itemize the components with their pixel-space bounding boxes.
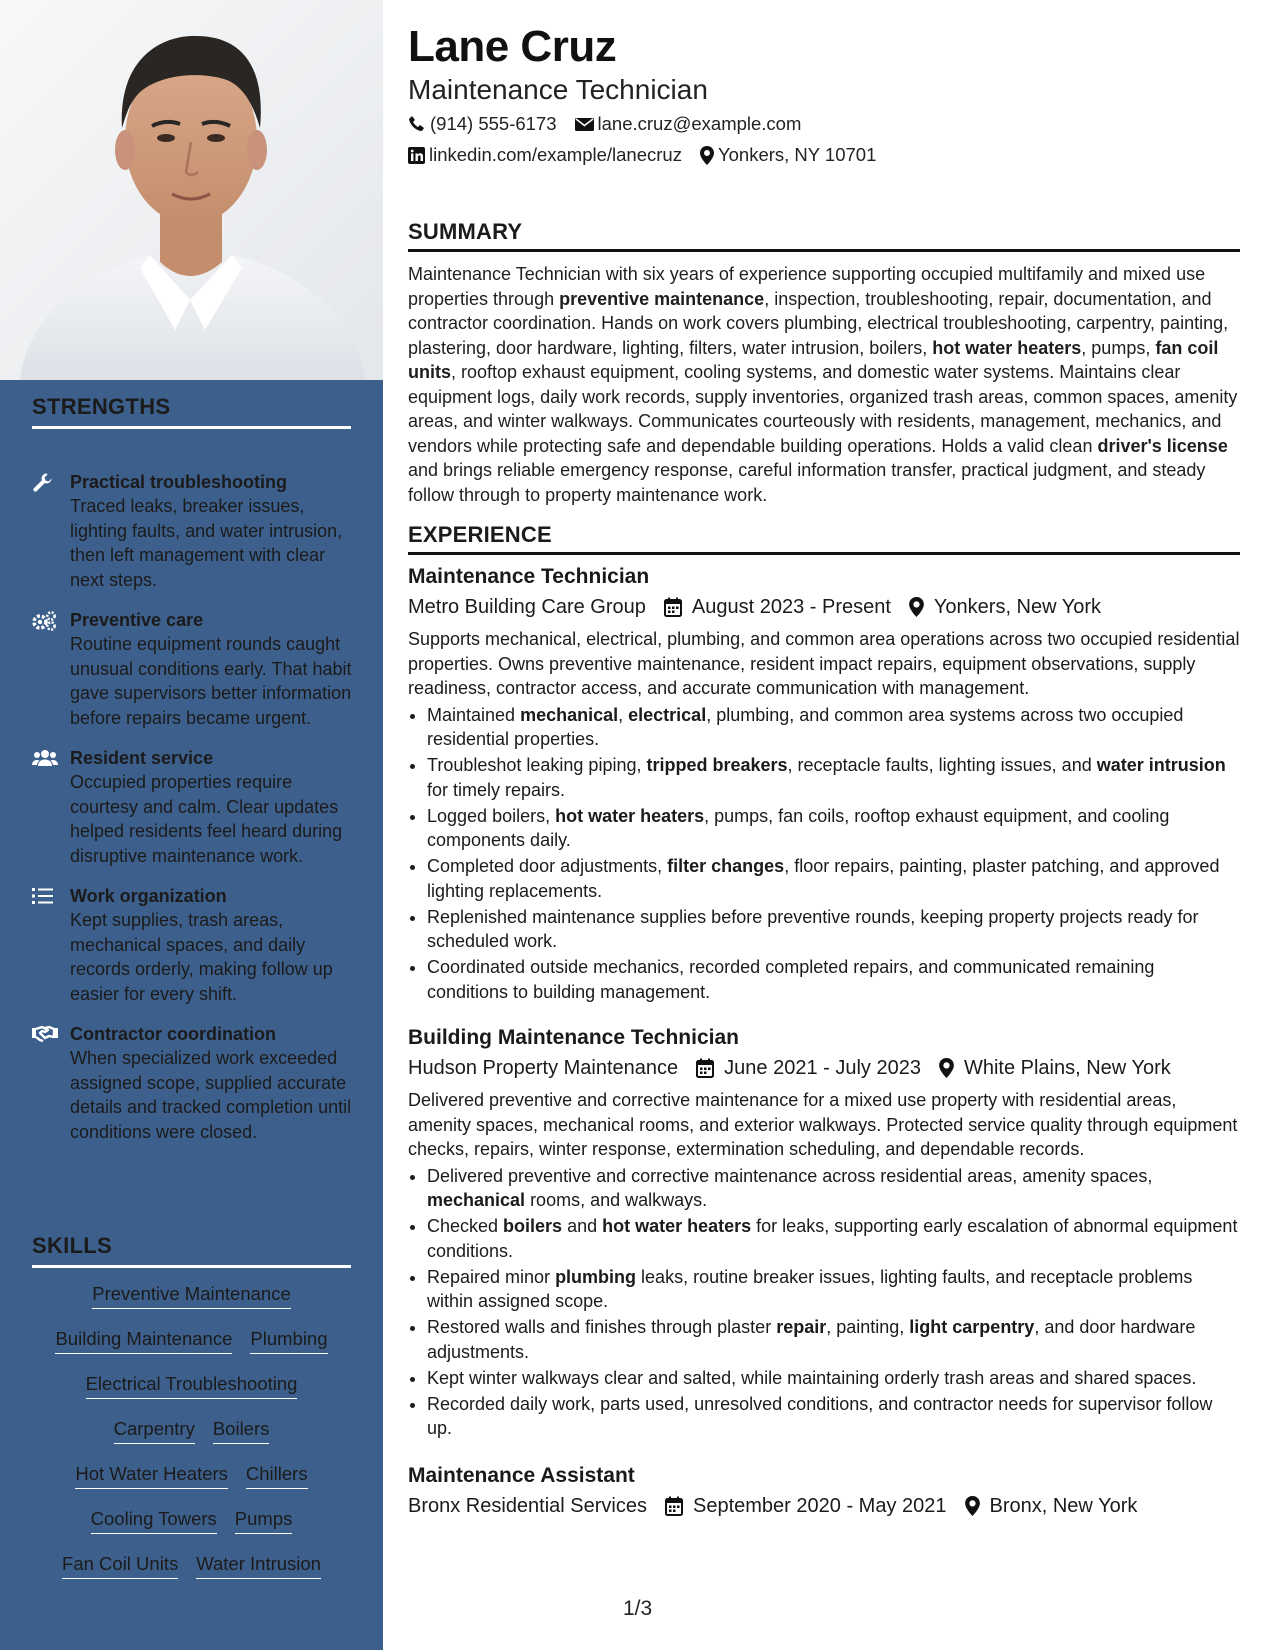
skill-row — [32, 1372, 351, 1417]
job-entry — [408, 563, 1240, 1006]
phone-text: (914) 555-6173 — [430, 113, 557, 134]
strength-title: Work organization — [70, 886, 227, 906]
job-meta — [408, 1053, 1240, 1083]
bold-phrase: fan coil units — [408, 337, 1219, 382]
linkedin-item[interactable] — [408, 144, 682, 166]
company-name: Bronx Residential Services — [408, 1495, 647, 1517]
bullet-item — [427, 854, 1240, 903]
location-text: Yonkers, New York — [933, 596, 1102, 618]
job-dates — [664, 592, 891, 622]
dates-text: June 2021 - July 2023 — [724, 1057, 921, 1079]
sidebar — [0, 0, 383, 1650]
bullet-item — [427, 804, 1240, 853]
handshake-icon — [32, 1024, 56, 1044]
company-name: Hudson Property Maintenance — [408, 1057, 679, 1079]
location-text: White Plains, New York — [963, 1057, 1171, 1079]
map-pin-icon — [965, 1496, 980, 1516]
skill-tag: Boilers — [213, 1417, 270, 1444]
strengths-heading: STRENGTHS — [32, 394, 351, 429]
contact-row — [408, 113, 819, 135]
calendar-icon — [664, 597, 682, 617]
strengths-list — [32, 470, 357, 1160]
location-item — [700, 144, 876, 166]
text-run: for timely repairs. — [427, 779, 566, 800]
job-location — [939, 1053, 1171, 1083]
location-text: Yonkers, NY 10701 — [717, 144, 877, 165]
calendar-icon — [665, 1496, 683, 1516]
job-dates — [665, 1491, 947, 1521]
text-run: leaks, routine breaker issues, lighting faults, and receptacle problems within assigned scope. — [427, 1266, 1193, 1311]
location-text: Bronx, New York — [989, 1495, 1138, 1517]
bullet-item — [427, 1392, 1240, 1441]
phone-item[interactable] — [408, 113, 557, 135]
text-run: , and door hardware adjustments. — [427, 1317, 1196, 1362]
strength-item — [32, 608, 357, 730]
phone-icon — [408, 115, 426, 133]
text-run: rooms, and walkways. — [525, 1190, 708, 1210]
text-run: Maintained — [427, 704, 521, 725]
strength-title: Preventive care — [70, 610, 204, 630]
skill-tag: Building Maintenance — [55, 1327, 232, 1354]
bold-phrase: tripped breakers — [646, 755, 788, 775]
skill-tag: Plumbing — [250, 1327, 327, 1354]
skill-row — [32, 1327, 351, 1372]
job-description: Delivered preventive and corrective maintenance for a mixed use property with residential areas, amenity spaces, mechanical rooms, and exterior walkways. Protected service quality through equipment checks, repairs, winter response, extermination scheduling, and dependable records. — [408, 1090, 1238, 1159]
bullet-item — [427, 1315, 1240, 1364]
text-run: , receptacle faults, lighting issues, and — [787, 755, 1097, 775]
job-entry — [408, 1024, 1240, 1442]
job-title: Building Maintenance Technician — [408, 1026, 739, 1049]
email-text: lane.cruz@example.com — [597, 113, 802, 134]
skill-tag: Hot Water Heaters — [75, 1462, 228, 1489]
bold-phrase: boilers — [503, 1216, 563, 1236]
job-bullets — [408, 703, 1240, 1005]
bold-phrase: electrical — [628, 704, 707, 725]
skill-row — [32, 1417, 351, 1462]
bold-phrase: water intrusion — [1096, 755, 1226, 775]
strength-desc: When specialized work exceeded assigned scope, supplied accurate details and tracked completion until conditions were closed. — [70, 1048, 352, 1142]
text-run: Maintenance Technician with six years of experience supporting occupied multifamily and mixed use properties through — [408, 264, 1206, 309]
text-run: , plumbing, and common area systems across two occupied residential properties. — [427, 704, 1184, 749]
list-icon — [32, 886, 56, 906]
gears-icon — [32, 610, 56, 630]
text-run: , rooftop exhaust equipment, cooling systems, and domestic water systems. Maintains clear equipment logs, daily work records, supply inventories, organized trash areas, common spaces, amenity areas, and winter walkways. Communicates courteously with residents, management, mechanics, and vendors while protecting safe and dependable building operations. Holds a valid clean — [408, 362, 1238, 456]
text-run: , pumps, fan coils, rooftop exhaust equipment, and cooling components daily. — [427, 805, 1170, 850]
text-run: Delivered preventive and corrective maintenance across residential areas, amenity spaces, — [427, 1165, 1153, 1186]
bullet-item — [427, 1265, 1240, 1314]
skill-tag: Fan Coil Units — [62, 1552, 178, 1579]
page-number: 1/3 — [623, 1597, 653, 1620]
job-location — [965, 1491, 1138, 1521]
text-run: and brings reliable emergency response, careful information transfer, practical judgment, and steady follow through to property maintenance work. — [408, 460, 1206, 505]
text-run: for leaks, supporting early escalation of abnormal equipment conditions. — [427, 1216, 1238, 1261]
contact-row — [408, 144, 894, 166]
bold-phrase: preventive maintenance — [559, 288, 765, 309]
strength-desc: Traced leaks, breaker issues, lighting faults, and water intrusion, then left management with clear next steps. — [70, 496, 343, 590]
bullet-item — [427, 703, 1240, 752]
text-run: Restored walls and finishes through plaster — [427, 1317, 777, 1337]
candidate-name: Lane Cruz — [408, 22, 617, 71]
calendar-icon — [696, 1058, 714, 1078]
strength-title: Contractor coordination — [70, 1024, 276, 1044]
bullet-item — [427, 1214, 1240, 1263]
job-meta — [408, 1491, 1240, 1521]
strength-item — [32, 884, 357, 1006]
strength-item — [32, 470, 357, 592]
experience-heading: EXPERIENCE — [408, 522, 1240, 555]
dates-text: August 2023 - Present — [691, 596, 891, 618]
bold-phrase: hot water heaters — [602, 1216, 752, 1236]
skill-tag: Preventive Maintenance — [92, 1282, 290, 1309]
linkedin-text: linkedin.com/example/lanecruz — [429, 144, 682, 165]
job-bullets — [408, 1164, 1240, 1441]
bold-phrase: hot water heaters — [932, 337, 1082, 358]
bold-phrase: light carpentry — [909, 1317, 1035, 1337]
skill-tag: Cooling Towers — [91, 1507, 217, 1534]
strength-title: Resident service — [70, 748, 214, 768]
text-run: , painting, — [826, 1317, 910, 1337]
bold-phrase: mechanical — [427, 1190, 526, 1210]
bold-phrase: driver's license — [1097, 435, 1228, 456]
skill-tag: Pumps — [235, 1507, 293, 1534]
text-run: , — [618, 704, 629, 725]
bullet-item — [427, 1164, 1240, 1213]
text-run: and — [562, 1216, 603, 1236]
map-pin-icon — [909, 597, 924, 617]
job-meta — [408, 592, 1240, 622]
people-icon — [32, 748, 56, 768]
bold-phrase: repair — [776, 1317, 827, 1337]
summary-heading: SUMMARY — [408, 219, 1240, 252]
map-pin-icon — [939, 1058, 954, 1078]
skills-list — [32, 1282, 351, 1597]
text-run: Coordinated outside mechanics, recorded completed repairs, and communicated remaining conditions to building management. — [427, 957, 1155, 1002]
summary-text — [408, 262, 1240, 507]
text-run: Logged boilers, — [427, 805, 556, 826]
strength-item — [32, 746, 357, 868]
bold-phrase: filter changes — [667, 856, 785, 876]
job-location — [909, 592, 1101, 622]
bullet-item — [427, 753, 1240, 802]
strength-title: Practical troubleshooting — [70, 472, 288, 492]
dates-text: September 2020 - May 2021 — [693, 1495, 947, 1517]
text-run: Recorded daily work, parts used, unresolved conditions, and contractor needs for supervisor follow up. — [427, 1393, 1213, 1438]
strength-item — [32, 1022, 357, 1144]
strength-desc: Kept supplies, trash areas, mechanical spaces, and daily records orderly, making follow up easier for every shift. — [70, 910, 333, 1004]
skill-tag: Electrical Troubleshooting — [86, 1372, 298, 1399]
map-pin-icon — [700, 146, 714, 165]
text-run: , pumps, — [1081, 337, 1156, 358]
bullet-item — [427, 905, 1240, 954]
email-item[interactable] — [575, 113, 802, 135]
skill-tag: Chillers — [246, 1462, 308, 1489]
text-run: , inspection, troubleshooting, repair, documentation, and contractor coordination. Hands on work covers plumbing, electrical troubleshooting, carpentry, painting, plastering, door hardware, lighting, filters, water intrusion, boilers, — [408, 288, 1229, 358]
candidate-title: Maintenance Technician — [408, 74, 708, 105]
bullet-item — [427, 1366, 1240, 1391]
wrench-icon — [32, 472, 56, 492]
strength-desc: Routine equipment rounds caught unusual conditions early. That habit gave supervisors better information before repairs became urgent. — [70, 634, 352, 728]
bold-phrase: mechanical — [520, 704, 619, 725]
job-title: Maintenance Assistant — [408, 1464, 635, 1487]
text-run: , floor repairs, painting, plaster patching, and approved lighting replacements. — [427, 856, 1220, 901]
job-description: Supports mechanical, electrical, plumbing, and common area operations across two occupied residential properties. Owns preventive maintenance, resident impact repairs, equipment observations, supply readiness, contractor access, and accurate communication with management. — [408, 629, 1240, 698]
text-run: Completed door adjustments, — [427, 856, 668, 876]
skills-heading: SKILLS — [32, 1233, 351, 1268]
envelope-icon — [575, 117, 594, 132]
job-entry — [408, 1462, 1240, 1521]
skill-row — [32, 1282, 351, 1327]
text-run: Kept winter walkways clear and salted, while maintaining orderly trash areas and shared spaces. — [427, 1367, 1197, 1388]
skill-row — [32, 1507, 351, 1552]
bold-phrase: plumbing — [555, 1266, 637, 1287]
bullet-item — [427, 955, 1240, 1004]
text-run: Troubleshot leaking piping, — [427, 755, 647, 775]
skill-tag: Water Intrusion — [196, 1552, 321, 1579]
linkedin-icon — [408, 147, 425, 164]
strength-desc: Occupied properties require courtesy and calm. Clear updates helped residents feel heard during disruptive maintenance work. — [70, 772, 343, 866]
company-name: Metro Building Care Group — [408, 596, 646, 618]
text-run: Checked — [427, 1216, 504, 1236]
job-dates — [696, 1053, 921, 1083]
skill-row — [32, 1552, 351, 1597]
text-run: Replenished maintenance supplies before preventive rounds, keeping property projects ready for scheduled work. — [427, 906, 1199, 951]
bold-phrase: hot water heaters — [555, 805, 705, 826]
skill-tag: Carpentry — [114, 1417, 195, 1444]
text-run: Repaired minor — [427, 1266, 556, 1287]
skill-row — [32, 1462, 351, 1507]
profile-photo — [0, 0, 383, 380]
job-title: Maintenance Technician — [408, 565, 650, 588]
